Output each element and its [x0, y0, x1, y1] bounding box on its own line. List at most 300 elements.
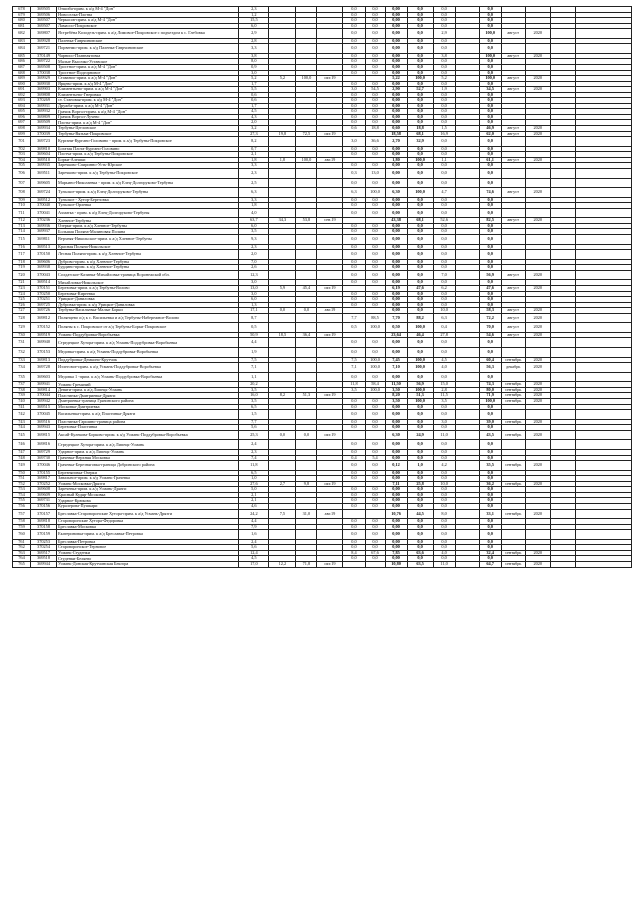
cell-length-km: 0,7: [239, 146, 269, 152]
cell-road-id: 369508: [31, 65, 57, 71]
cell-plan-km: 0,5: [343, 323, 365, 333]
cell-plan-km: 0,0: [343, 120, 365, 126]
cell-repaired-km: [269, 338, 296, 348]
cell-road-name: Климентьево-Гнеровки: [57, 92, 239, 98]
cell-length-km: 7,7: [239, 419, 269, 425]
cell-done-pct: 0,0: [407, 197, 433, 203]
cell-remain-pct: 0,0: [479, 114, 501, 120]
cell-done-pct: 0,0: [407, 487, 433, 493]
cell-road-id: 369726: [31, 308, 57, 314]
cell-remain-pct: 56,9: [479, 270, 501, 280]
cell-repaired-km: 34,3: [269, 218, 296, 224]
cell-plan-pct: 0,0: [365, 29, 385, 39]
cell-remain-pct: 0,0: [479, 59, 501, 65]
cell-done-pct: 100,0: [407, 357, 433, 363]
cell-plan-km: 0,0: [343, 265, 365, 271]
cell-remain-pct: 0,0: [479, 197, 501, 203]
cell-length-km: 4,0: [239, 208, 269, 218]
cell-remain-pct: 0,0: [479, 23, 501, 29]
cell-road-name: Медовка-прим. к а/д Усмань-Поддубровка-Воробьевка: [57, 348, 239, 358]
cell-remain-km: 6,2: [433, 285, 455, 291]
cell-remain-km: 0,0: [433, 449, 455, 455]
cell-plan-pct: 5,4: [365, 455, 385, 461]
cell-plan-km: 0,0: [343, 297, 365, 303]
cell-repaired-km: [269, 29, 296, 39]
cell-plan-km: 8,4: [343, 550, 365, 556]
cell-empty: [575, 348, 631, 358]
cell-length-km: 2,3: [239, 244, 269, 250]
cell-done-km: 0,00: [385, 29, 407, 39]
cell-remain-km: 0,0: [433, 404, 455, 410]
cell-remain-pct: 0,0: [479, 235, 501, 245]
cell-road-id: 370045: [31, 410, 57, 420]
cell-length-km: 4,4: [239, 519, 269, 525]
cell-length-km: 2,6: [239, 265, 269, 271]
cell-row-number: 679: [13, 12, 31, 18]
cell-month: август: [501, 313, 525, 323]
cell-remain-km: 0,0: [433, 163, 455, 169]
cell-plan-km: 0,0: [343, 470, 365, 476]
cell-plan-km: 11,8: [343, 382, 365, 388]
cell-remain-km: 0,0: [433, 244, 455, 250]
cell-road-id: 369506: [31, 12, 57, 18]
cell-length-km: 3,0: [239, 280, 269, 286]
cell-length-km: 15,5: [239, 18, 269, 24]
cell-row-number: 723: [13, 285, 31, 291]
cell-road-id: 369930: [31, 81, 57, 87]
cell-repaired-pct: 100,0: [296, 76, 317, 82]
cell-row-number: 715: [13, 235, 31, 245]
cell-row-number: 691: [13, 87, 31, 93]
cell-remain-km: 3,0: [433, 419, 455, 425]
cell-empty: [550, 440, 575, 450]
cell-year: [525, 440, 550, 450]
cell-plan-km: 0,0: [343, 404, 365, 410]
cell-plan-pct: 0,0: [365, 103, 385, 109]
cell-empty: [455, 188, 479, 198]
cell-remain-pct: 0,0: [479, 545, 501, 551]
cell-year: [525, 530, 550, 540]
cell-length-km: 1,7: [239, 103, 269, 109]
cell-road-name: Березовка-Киреевка: [57, 291, 239, 297]
cell-road-name: Староворонское-Терновое: [57, 545, 239, 551]
cell-row-number: 718: [13, 259, 31, 265]
cell-row-number: 739: [13, 393, 31, 399]
cell-plan-pct: 0,0: [365, 419, 385, 425]
cell-plan-pct: [365, 561, 385, 567]
cell-empty: [455, 530, 479, 540]
cell-plan-km: 0,0: [343, 178, 365, 188]
cell-remain-pct: 72,2: [479, 313, 501, 323]
cell-repaired-pct: 0,0: [296, 308, 317, 314]
cell-empty: [550, 338, 575, 348]
cell-road-name: Кургани-Кургано-Головино - прим. к а/д Тербуны-Покровское: [57, 137, 239, 147]
cell-remain-km: 11,5: [433, 393, 455, 399]
cell-row-number: 702: [13, 146, 31, 152]
cell-remain-pct: 0,0: [479, 44, 501, 54]
cell-done-pct: 100,0: [407, 157, 433, 163]
cell-row-number: 729: [13, 323, 31, 333]
cell-row-number: 732: [13, 348, 31, 358]
cell-repaired-km: [269, 461, 296, 471]
cell-done-km: 7,45: [385, 357, 407, 363]
cell-done-km: 3,50: [385, 399, 407, 405]
cell-plan-km: 0,0: [343, 449, 365, 455]
cell-road-id: 369725: [31, 302, 57, 308]
cell-remain-km: 0,0: [433, 250, 455, 260]
cell-month: август: [501, 218, 525, 224]
cell-plan-pct: 0,0: [365, 476, 385, 482]
cell-remain-km: 4,0: [433, 363, 455, 373]
cell-road-id: 369606: [31, 259, 57, 265]
cell-year: 2020: [525, 461, 550, 471]
cell-month: август: [501, 270, 525, 280]
cell-done-pct: 0,0: [407, 29, 433, 39]
cell-repair-date: [317, 440, 343, 450]
cell-remain-pct: 0,0: [479, 372, 501, 382]
cell-remain-km: 0,0: [433, 59, 455, 65]
cell-done-km: 0,00: [385, 12, 407, 18]
cell-month: август: [501, 76, 525, 82]
road-repair-table-page: [12, 6, 632, 568]
cell-repaired-km: 19,8: [269, 131, 296, 137]
cell-repaired-pct: [296, 410, 317, 420]
cell-plan-pct: 0,0: [365, 7, 385, 13]
cell-empty: [575, 188, 631, 198]
cell-done-km: 10,76: [385, 509, 407, 519]
cell-row-number: 680: [13, 18, 31, 24]
cell-done-km: 0,00: [385, 235, 407, 245]
cell-empty: [455, 363, 479, 373]
cell-plan-pct: 88,5: [365, 313, 385, 323]
cell-plan-km: 0,0: [343, 18, 365, 24]
cell-done-km: 0,00: [385, 539, 407, 545]
cell-repair-date: окт.19: [317, 430, 343, 440]
cell-remain-km: 0,0: [433, 338, 455, 348]
cell-road-name: Усмань-Московка-Дрязги: [57, 481, 239, 487]
cell-repaired-pct: [296, 44, 317, 54]
cell-road-name: Богатая Плота-Кургано-Головино: [57, 146, 239, 152]
cell-row-number: 717: [13, 250, 31, 260]
cell-remain-pct: 0,0: [479, 244, 501, 250]
cell-length-km: 4,5: [239, 109, 269, 115]
cell-done-km: 0,00: [385, 53, 407, 59]
cell-plan-pct: 0,0: [365, 203, 385, 209]
cell-done-pct: 0,0: [407, 338, 433, 348]
cell-row-number: 701: [13, 137, 31, 147]
cell-remain-km: 0,0: [433, 152, 455, 158]
cell-road-id: 369724: [31, 188, 57, 198]
cell-repair-date: окт.19: [317, 561, 343, 567]
cell-done-km: 0,00: [385, 470, 407, 476]
cell-done-pct: 0,0: [407, 470, 433, 476]
cell-road-id: 369604: [31, 152, 57, 158]
cell-done-km: 0,00: [385, 449, 407, 455]
cell-plan-km: 0,0: [343, 425, 365, 431]
cell-length-km: 7,1: [239, 363, 269, 373]
cell-done-pct: 18,8: [407, 126, 433, 132]
cell-row-number: 711: [13, 208, 31, 218]
cell-length-km: 7,4: [239, 455, 269, 461]
cell-length-km: 1,9: [239, 348, 269, 358]
cell-empty: [455, 250, 479, 260]
cell-repair-date: [317, 338, 343, 348]
cell-row-number: 688: [13, 70, 31, 76]
cell-road-id: 369514: [31, 280, 57, 286]
cell-empty: [550, 208, 575, 218]
cell-road-name: Ударное-прим. к а/д Липецк-Усмань: [57, 449, 239, 455]
cell-plan-km: 0,0: [343, 270, 365, 280]
cell-done-pct: 0,0: [407, 476, 433, 482]
cell-year: 2020: [525, 430, 550, 440]
cell-road-id: 369516: [31, 419, 57, 425]
cell-road-name: Дмитриевка-граница Грязинского района: [57, 399, 239, 405]
cell-road-name: Черкасов-прим. к а/д М-4 "Дон": [57, 18, 239, 24]
cell-repaired-pct: [296, 363, 317, 373]
cell-repaired-km: 8,2: [269, 393, 296, 399]
cell-done-pct: 0,0: [407, 410, 433, 420]
cell-remain-pct: 32,4: [479, 550, 501, 556]
cell-done-km: 0,00: [385, 208, 407, 218]
cell-empty: [455, 208, 479, 218]
cell-done-km: 0,00: [385, 519, 407, 525]
cell-repair-date: окт.19: [317, 285, 343, 291]
table-row: [13, 235, 632, 245]
cell-done-km: 0,00: [385, 419, 407, 425]
cell-done-km: 0,00: [385, 229, 407, 235]
cell-road-id: 369815: [31, 430, 57, 440]
cell-repaired-km: [269, 44, 296, 54]
cell-row-number: 760: [13, 530, 31, 540]
cell-plan-pct: 0,0: [365, 297, 385, 303]
cell-plan-km: 0,0: [343, 476, 365, 482]
cell-road-id: 369931: [31, 103, 57, 109]
cell-row-number: 751: [13, 476, 31, 482]
cell-repaired-pct: [296, 208, 317, 218]
cell-month: [501, 178, 525, 188]
cell-empty: [550, 323, 575, 333]
table-row: [13, 338, 632, 348]
cell-plan-pct: 0,0: [365, 425, 385, 431]
cell-done-pct: 0,0: [407, 38, 433, 44]
cell-repaired-km: 2,7: [269, 481, 296, 487]
cell-empty: [455, 178, 479, 188]
cell-road-name: Новоселка-Плотва: [57, 12, 239, 18]
cell-done-km: 0,00: [385, 348, 407, 358]
cell-repaired-km: [269, 348, 296, 358]
cell-remain-pct: 0,0: [479, 470, 501, 476]
cell-plan-km: 3,0: [343, 87, 365, 93]
cell-plan-km: 0,0: [343, 65, 365, 71]
cell-road-id: 369723: [31, 137, 57, 147]
cell-empty: [455, 313, 479, 323]
cell-row-number: 748: [13, 455, 31, 461]
cell-plan-km: 0,0: [343, 197, 365, 203]
cell-repaired-pct: [296, 235, 317, 245]
cell-done-km: 0,00: [385, 70, 407, 76]
cell-plan-km: 0,0: [343, 419, 365, 425]
cell-empty: [550, 348, 575, 358]
cell-plan-pct: 0,0: [365, 109, 385, 115]
cell-done-km: 0,00: [385, 498, 407, 504]
cell-length-km: 3,3: [239, 163, 269, 169]
cell-done-pct: 68,1: [407, 218, 433, 224]
cell-done-pct: 0,0: [407, 244, 433, 250]
cell-done-pct: 0,0: [407, 120, 433, 126]
cell-plan-pct: 100,0: [365, 188, 385, 198]
cell-row-number: 731: [13, 338, 31, 348]
cell-road-id: 369937: [31, 229, 57, 235]
cell-repair-date: [317, 137, 343, 147]
cell-done-pct: 0,0: [407, 59, 433, 65]
cell-done-pct: 32,9: [407, 137, 433, 147]
cell-done-pct: 0,0: [407, 291, 433, 297]
cell-done-km: 18,58: [385, 131, 407, 137]
cell-done-km: 0,00: [385, 163, 407, 169]
cell-repaired-km: 5,9: [269, 285, 296, 291]
cell-done-km: 0,00: [385, 152, 407, 158]
cell-year: 2020: [525, 76, 550, 82]
cell-done-km: 0,00: [385, 410, 407, 420]
cell-empty: [575, 168, 631, 178]
cell-done-km: 0,00: [385, 109, 407, 115]
cell-year: 2020: [525, 188, 550, 198]
cell-road-name: Поляны к с. Покровское от а/д Тербуны-Борки-Покровское: [57, 323, 239, 333]
cell-remain-km: 4,5: [433, 357, 455, 363]
cell-repaired-pct: [296, 188, 317, 198]
cell-remain-pct: 39,0: [479, 419, 501, 425]
cell-empty: [575, 44, 631, 54]
cell-done-km: 0,00: [385, 203, 407, 209]
cell-plan-km: 0,0: [343, 109, 365, 115]
cell-plan-pct: 0,0: [365, 92, 385, 98]
cell-road-name: Ставаноо-прим. к а/д М-4 "Дон": [57, 76, 239, 82]
cell-repair-date: авг.19: [317, 308, 343, 314]
cell-done-pct: 46,4: [407, 332, 433, 338]
cell-plan-km: 0,0: [343, 440, 365, 450]
cell-length-km: 1,7: [239, 81, 269, 87]
cell-length-km: 2,1: [239, 498, 269, 504]
cell-remain-pct: 0,0: [479, 348, 501, 358]
cell-month: [501, 338, 525, 348]
cell-plan-km: 0,0: [343, 229, 365, 235]
cell-year: 2020: [525, 313, 550, 323]
cell-remain-km: 0,0: [433, 109, 455, 115]
cell-done-pct: 0,0: [407, 419, 433, 425]
cell-done-pct: 0,0: [407, 23, 433, 29]
cell-remain-pct: 46,9: [479, 126, 501, 132]
cell-remain-km: 0,0: [433, 265, 455, 271]
cell-year: 2020: [525, 270, 550, 280]
cell-length-km: 12,4: [239, 550, 269, 556]
cell-row-number: 726: [13, 302, 31, 308]
cell-road-name: Ястребёна Колодезь-прим. к а/д Лимовое-Покровское с подъездом к с. Глебовка: [57, 29, 239, 39]
cell-remain-pct: 0,0: [479, 168, 501, 178]
cell-length-km: 5,2: [239, 76, 269, 82]
cell-year: 2020: [525, 561, 550, 567]
cell-plan-km: 0,0: [343, 280, 365, 286]
cell-repaired-pct: [296, 348, 317, 358]
cell-plan-km: 0,0: [343, 399, 365, 405]
cell-remain-km: 0,0: [433, 38, 455, 44]
cell-remain-km: 0,0: [433, 98, 455, 104]
cell-remain-km: 0,0: [433, 539, 455, 545]
cell-done-pct: 0,0: [407, 425, 433, 431]
cell-road-id: 369731: [31, 498, 57, 504]
cell-road-name: Паленка-Гаврчиновские: [57, 38, 239, 44]
cell-done-pct: 0,0: [407, 168, 433, 178]
cell-year: 2020: [525, 382, 550, 388]
cell-row-number: 750: [13, 470, 31, 476]
cell-plan-pct: [365, 509, 385, 519]
cell-empty: [575, 461, 631, 471]
cell-remain-pct: 64,7: [479, 561, 501, 567]
cell-year: 2020: [525, 126, 550, 132]
cell-road-name: Порвенмо-прим. к а/д Паленка-Гаврчиновские: [57, 44, 239, 54]
cell-done-pct: 0,0: [407, 163, 433, 169]
cell-road-id: 369928: [31, 38, 57, 44]
cell-empty: [455, 29, 479, 39]
cell-length-km: 4,3: [239, 114, 269, 120]
table-row: [13, 461, 632, 471]
cell-repaired-pct: [296, 440, 317, 450]
cell-road-id: 369814: [31, 387, 57, 393]
cell-row-number: 707: [13, 178, 31, 188]
cell-empty: [550, 530, 575, 540]
cell-road-name: Березовка-Пластинка: [57, 425, 239, 431]
cell-done-km: 0,00: [385, 265, 407, 271]
cell-remain-km: 0,0: [433, 476, 455, 482]
cell-remain-pct: 0,0: [479, 178, 501, 188]
cell-road-id: 369603: [31, 372, 57, 382]
cell-road-id: 369934: [31, 126, 57, 132]
cell-length-km: 1,1: [239, 372, 269, 382]
cell-remain-km: 0,0: [433, 302, 455, 308]
cell-done-pct: 0,0: [407, 152, 433, 158]
cell-plan-pct: 0,0: [365, 229, 385, 235]
cell-road-id: 369810: [31, 146, 57, 152]
cell-road-name: Полянцево о/д к с. Васильевка и а/д Тербуны-Набережное-Волово: [57, 313, 239, 323]
cell-road-name: Студенки-Беляево: [57, 556, 239, 562]
cell-done-pct: 0,0: [407, 302, 433, 308]
cell-repaired-pct: 45,4: [296, 285, 317, 291]
cell-plan-km: 0,0: [343, 539, 365, 545]
cell-length-km: 6,5: [239, 404, 269, 410]
cell-repair-date: [317, 461, 343, 471]
cell-year: 2020: [525, 509, 550, 519]
cell-plan-pct: 54,5: [365, 87, 385, 93]
cell-repaired-pct: [296, 323, 317, 333]
cell-remain-pct: 0,0: [479, 109, 501, 115]
cell-row-number: 682: [13, 29, 31, 39]
cell-empty: [455, 338, 479, 348]
cell-road-name: Усмань-Студенки: [57, 550, 239, 556]
cell-remain-km: 0,0: [433, 197, 455, 203]
cell-year: [525, 168, 550, 178]
cell-row-number: 747: [13, 449, 31, 455]
cell-plan-pct: 0,0: [365, 280, 385, 286]
cell-done-pct: 0,0: [407, 308, 433, 314]
cell-plan-km: 0,0: [343, 70, 365, 76]
cell-empty: [455, 235, 479, 245]
cell-done-km: 0,00: [385, 404, 407, 410]
cell-remain-pct: 0,0: [479, 539, 501, 545]
cell-remain-pct: 0,0: [479, 503, 501, 509]
cell-road-id: 369936: [31, 223, 57, 229]
cell-repaired-km: 0,0: [269, 308, 296, 314]
cell-empty: [550, 363, 575, 373]
cell-repaired-km: [269, 208, 296, 218]
